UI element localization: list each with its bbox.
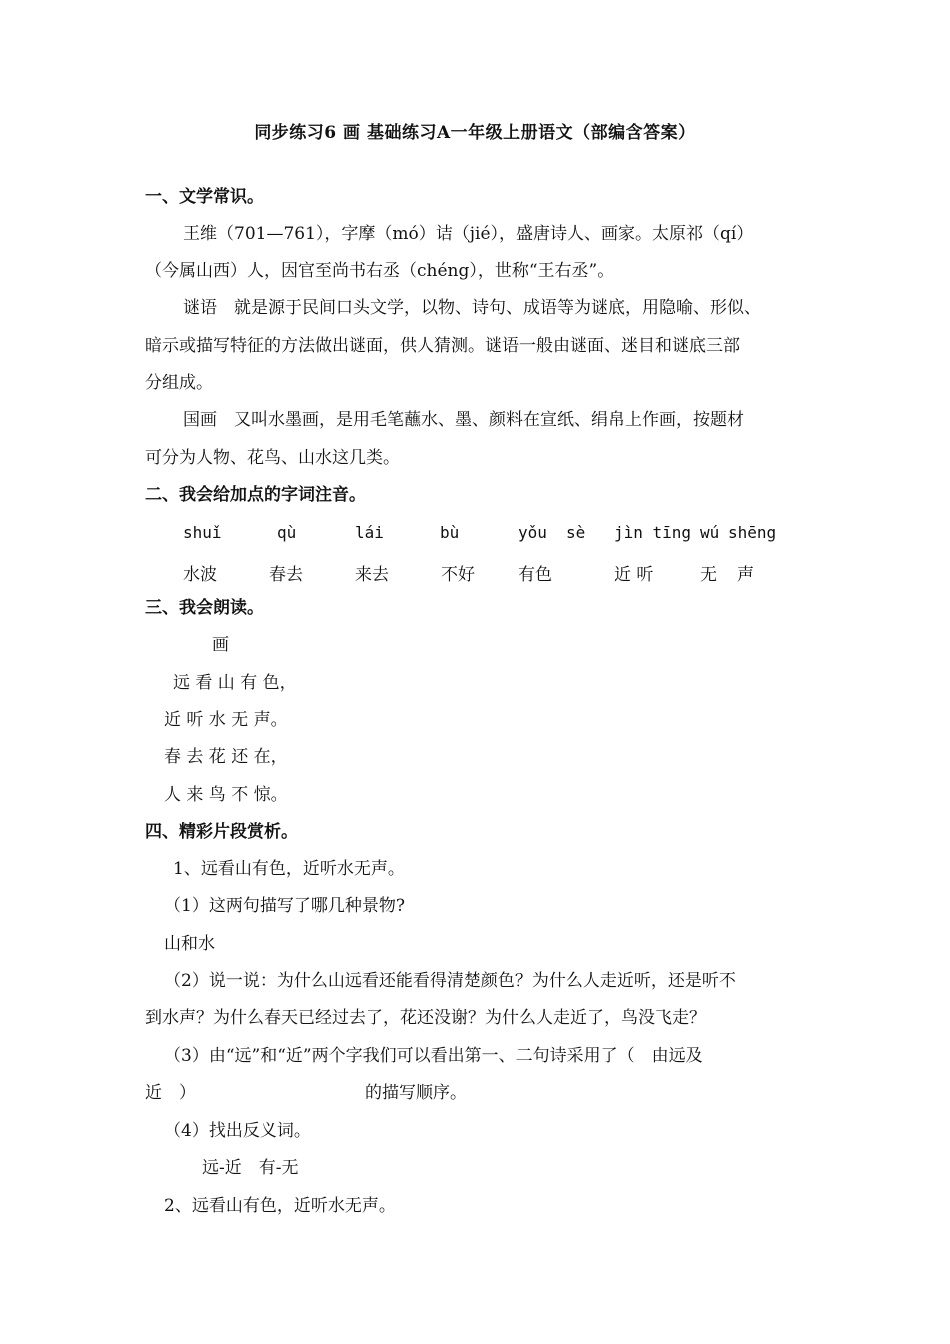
- paragraph-line: 国画 又叫水墨画，是用毛笔蘸水、墨、颜料在宣纸、绢帛上作画，按题材: [183, 410, 744, 430]
- answer: 近 ）: [145, 1083, 196, 1103]
- answer: 远-近 有-无: [202, 1158, 299, 1178]
- question: 1、远看山有色，近听水无声。: [173, 859, 405, 879]
- word: 无: [700, 565, 717, 585]
- question: 的描写顺序。: [365, 1083, 467, 1103]
- question: （2）说一说：为什么山远看还能看得清楚颜色？为什么人走近听，还是听不: [164, 971, 736, 991]
- word: 来去: [355, 565, 389, 585]
- section-4-heading: 四、精彩片段赏析。: [145, 822, 298, 842]
- pinyin: shuǐ: [183, 523, 222, 542]
- pinyin: wú: [700, 523, 720, 542]
- question: （3）由“远”和“近”两个字我们可以看出第一、二句诗采用了（ 由远及: [164, 1046, 703, 1066]
- pinyin: jìn tīng: [614, 523, 692, 542]
- question: 到水声？为什么春天已经过去了，花还没谢？为什么人走近了，鸟没飞走？: [145, 1008, 706, 1028]
- section-1-heading: 一、文学常识。: [145, 187, 264, 207]
- paragraph-line: 谜语 就是源于民间口头文学，以物、诗句、成语等为谜底，用隐喻、形似、: [183, 298, 761, 318]
- section-2-heading: 二、我会给加点的字词注音。: [145, 485, 366, 505]
- paragraph-line: 王维（701—761），字摩（mó）诘（jié），盛唐诗人、画家。太原祁（qí）: [183, 224, 754, 244]
- pinyin: qù: [277, 523, 297, 542]
- pinyin: lái: [355, 523, 384, 542]
- pinyin: bù: [440, 523, 460, 542]
- poem-line: 春 去 花 还 在，: [164, 747, 288, 767]
- poem-line: 人 来 鸟 不 惊。: [164, 785, 288, 805]
- word: 声: [737, 565, 754, 585]
- question: （4）找出反义词。: [164, 1121, 311, 1141]
- word: 春去: [269, 565, 303, 585]
- word: 有色: [518, 565, 552, 585]
- pinyin: shēng: [728, 523, 777, 542]
- poem-line: 近 听 水 无 声。: [164, 710, 288, 730]
- page-title: 同步练习6 画 基础练习A一年级上册语文（部编含答案）: [254, 123, 696, 143]
- paragraph-line: 暗示或描写特征的方法做出谜面，供人猜测。谜语一般由谜面、迷目和谜底三部: [145, 336, 740, 356]
- section-3-heading: 三、我会朗读。: [145, 598, 264, 618]
- poem-title: 画: [212, 635, 229, 655]
- word: 水波: [183, 565, 217, 585]
- word: 近 听: [614, 565, 654, 585]
- word: 不好: [441, 565, 475, 585]
- question: （1）这两句描写了哪几种景物?: [164, 896, 405, 916]
- pinyin: sè: [566, 523, 586, 542]
- paragraph-line: 分组成。: [145, 373, 213, 393]
- pinyin: yǒu: [518, 523, 547, 542]
- question: 2、远看山有色，近听水无声。: [164, 1196, 396, 1216]
- poem-line: 远 看 山 有 色，: [173, 673, 297, 693]
- paragraph-line: （今属山西）人，因官至尚书右丞（chéng），世称“王右丞”。: [145, 261, 615, 281]
- paragraph-line: 可分为人物、花鸟、山水这几类。: [145, 448, 400, 468]
- answer: 山和水: [164, 934, 215, 954]
